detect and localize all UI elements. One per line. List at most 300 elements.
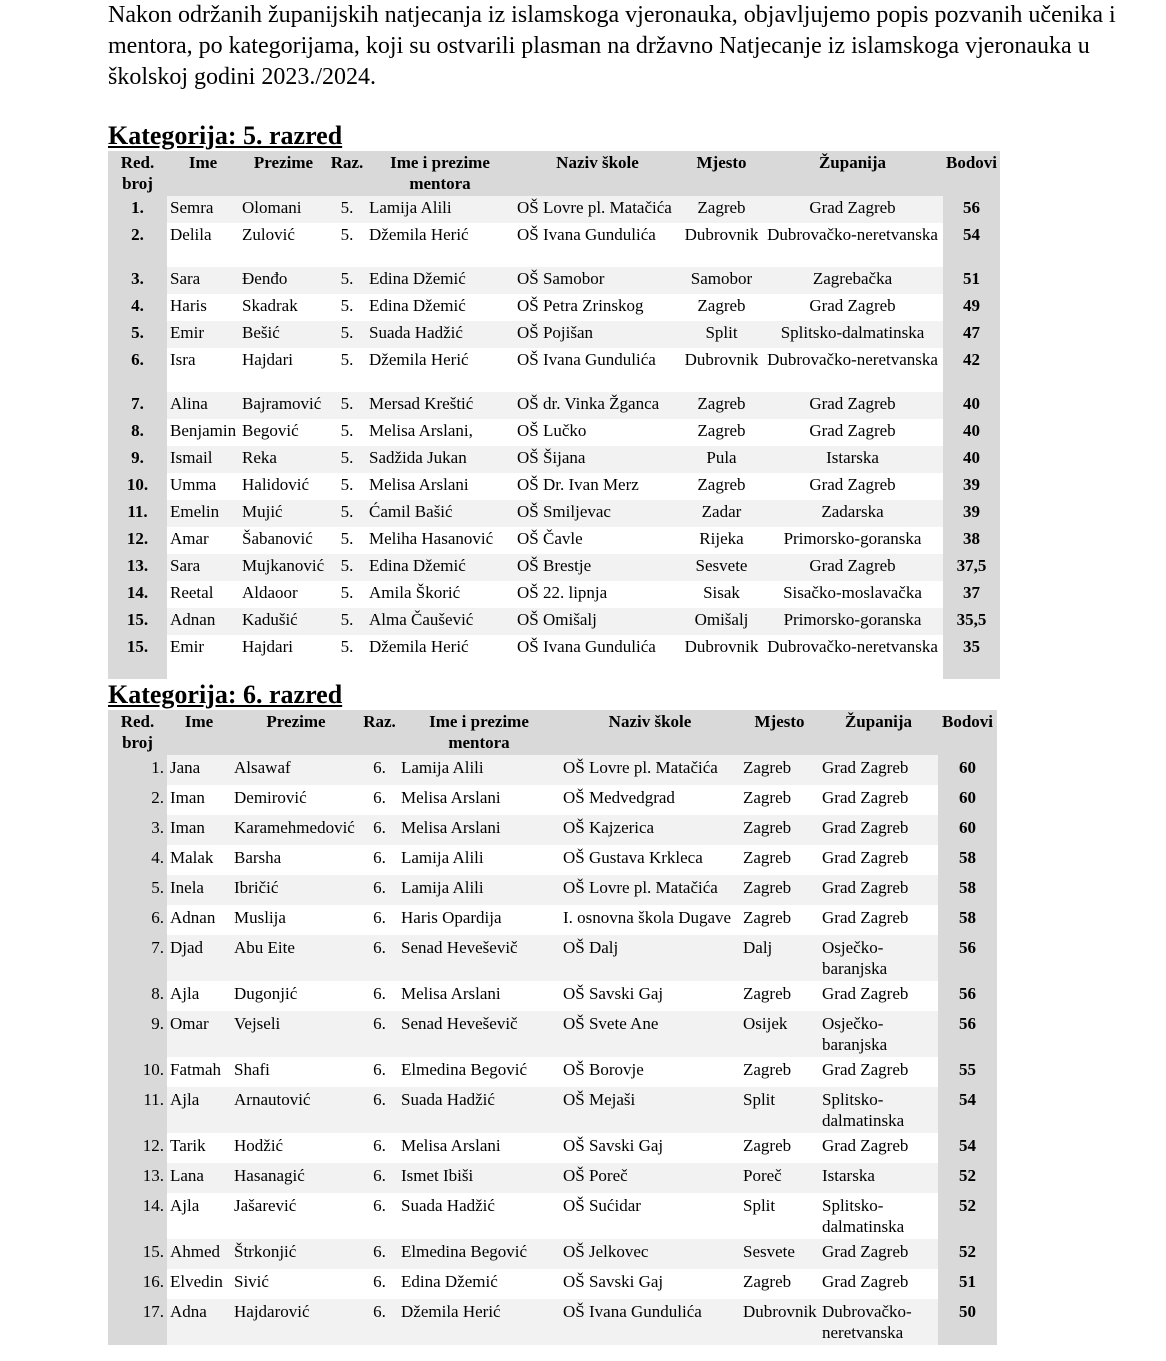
cell-grade: 5. (328, 554, 366, 581)
cell-city: Zadar (681, 500, 762, 527)
cell-county: Grad Zagreb (822, 1060, 909, 1079)
cell-mentor: Edina Džemić (366, 267, 514, 294)
cell-first-name: Benjamin (170, 421, 237, 440)
cell-city: Split (740, 1087, 819, 1133)
cell-last-name: Hajdari (242, 350, 293, 369)
cell-last-name: Hodžić (234, 1136, 284, 1155)
cell-rank: 13. (108, 554, 167, 581)
cell-school: OŠ Poreč (560, 1163, 740, 1193)
cell-rank: 10. (108, 1057, 167, 1087)
cell-county: Zagrebačka (762, 267, 943, 294)
cell-last-name: Dugonjić (234, 984, 298, 1003)
cell-school: OŠ Medvedgrad (563, 788, 675, 807)
col-header-points: Bodovi (938, 710, 997, 755)
category-6-rows (108, 755, 997, 1345)
cell-grade: 5. (340, 637, 354, 656)
cell-first-name: Emir (170, 637, 204, 656)
intro-paragraph: Nakon održanih županijskih natjecanja iz islamskoga vjeronauka, objavljujemo popis pozvanih učenika i mentora, po kategorijama, koji su ostvarili plasman na državno Natjecanje iz islamskoga vjeronauka u školskoj godini 2023./2024. (108, 2, 1116, 90)
cell-mentor: Haris Opardija (401, 908, 502, 927)
cell-school: OŠ Savski Gaj (563, 1136, 664, 1155)
cell-county: Grad Zagreb (822, 848, 909, 867)
cell-last-name: Shafi (234, 1060, 270, 1079)
cell-county: Dubrovačko-neretvanska (767, 637, 938, 656)
cell-mentor: Alma Čaušević (366, 608, 514, 635)
cell-last-name: Jašarević (234, 1196, 297, 1215)
cell-county: Istarska (762, 446, 943, 473)
cell-points: 38 (943, 527, 1000, 554)
cell-school: OŠ Dr. Ivan Merz (517, 475, 639, 494)
cell-mentor: Edina Džemić (401, 1272, 498, 1291)
cell-school: OŠ Sućidar (563, 1196, 641, 1215)
cell-rank: 2. (108, 785, 167, 815)
cell-school: OŠ Ivana Gundulića (517, 350, 656, 369)
cell-school: OŠ Čavle (517, 529, 583, 548)
cell-rank: 3. (108, 815, 167, 845)
table-row (108, 785, 997, 815)
cell-first-name: Umma (170, 475, 217, 494)
cell-grade: 6. (373, 1060, 386, 1079)
col-header-city: Mjesto (681, 151, 762, 196)
table-row (108, 875, 997, 905)
cell-rank: 16. (108, 1269, 167, 1299)
cell-last-name: Đenđo (239, 267, 328, 294)
cell-points: 56 (938, 1011, 997, 1057)
category-5-table (108, 151, 1000, 679)
cell-county: Grad Zagreb (822, 1272, 909, 1291)
cell-points: 51 (938, 1269, 997, 1299)
cell-county: Splitsko-dalmatinska (822, 1196, 905, 1236)
cell-points: 54 (943, 223, 1000, 267)
cell-city: Rijeka (699, 529, 744, 548)
cell-school: OŠ Savski Gaj (563, 984, 664, 1003)
table-row (108, 500, 1000, 527)
table-row (108, 294, 1000, 321)
cell-city: Zagreb (740, 815, 819, 845)
cell-first-name: Alina (167, 392, 239, 419)
cell-first-name: Haris (170, 296, 207, 315)
cell-last-name: Abu Eite (231, 935, 361, 981)
table-row (108, 446, 1000, 473)
table-row (108, 581, 1000, 608)
cell-city: Split (681, 321, 762, 348)
cell-county: Grad Zagreb (822, 1136, 909, 1155)
cell-rank: 6. (108, 348, 167, 392)
table-row (108, 635, 1000, 679)
cell-school: OŠ Omišalj (514, 608, 681, 635)
cell-grade: 5. (328, 392, 366, 419)
cell-school: OŠ Borovje (563, 1060, 644, 1079)
cell-city: Zagreb (697, 296, 746, 315)
cell-grade: 6. (361, 755, 398, 785)
cell-grade: 5. (340, 475, 354, 494)
cell-county: Splitsko-dalmatinska (762, 321, 943, 348)
cell-county: Dubrovačko-neretvanska (767, 350, 938, 369)
table-row (108, 905, 997, 935)
cell-last-name: Aldaoor (242, 583, 298, 602)
cell-mentor: Melisa Arslani (369, 475, 469, 494)
cell-grade: 6. (373, 1136, 386, 1155)
table-row (108, 1269, 997, 1299)
cell-points: 35 (943, 635, 1000, 679)
cell-grade: 6. (361, 1011, 398, 1057)
cell-points: 51 (943, 267, 1000, 294)
cell-mentor: Mersad Kreštić (366, 392, 514, 419)
cell-mentor: Melisa Arslani (398, 815, 560, 845)
table-row (108, 755, 997, 785)
cell-mentor: Sadžida Jukan (366, 446, 514, 473)
col-header-county: Županija (819, 710, 938, 755)
table-row (108, 1193, 997, 1239)
cell-first-name: Lana (167, 1163, 231, 1193)
cell-school: OŠ Ivana Gundulića (517, 225, 656, 244)
category-5-rows (108, 196, 1000, 679)
cell-grade: 5. (328, 267, 366, 294)
cell-grade: 6. (361, 815, 398, 845)
cell-points: 60 (938, 815, 997, 845)
cell-first-name: Sara (167, 267, 239, 294)
table-row (108, 1087, 997, 1133)
cell-city: Zagreb (681, 392, 762, 419)
cell-school: OŠ Mejaši (560, 1087, 740, 1133)
cell-points: 55 (938, 1057, 997, 1087)
col-header-mentor: Ime i prezime mentora (398, 710, 560, 755)
cell-grade: 6. (361, 1163, 398, 1193)
cell-school: OŠ Lovre pl. Matačića (560, 875, 740, 905)
cell-school: OŠ Pojišan (514, 321, 681, 348)
table-row (108, 1163, 997, 1193)
cell-county: Grad Zagreb (819, 815, 938, 845)
col-header-grade: Raz. (328, 151, 366, 196)
cell-rank: 11. (108, 500, 167, 527)
cell-first-name: Ajla (167, 1087, 231, 1133)
cell-city: Zagreb (681, 196, 762, 223)
cell-last-name: Ibričić (231, 875, 361, 905)
cell-first-name: Jana (167, 755, 231, 785)
cell-first-name: Semra (167, 196, 239, 223)
table-row (108, 473, 1000, 500)
cell-grade: 6. (361, 1239, 398, 1269)
cell-grade: 5. (340, 350, 354, 369)
cell-points: 37,5 (943, 554, 1000, 581)
table-row (108, 815, 997, 845)
table-row (108, 1299, 997, 1345)
cell-last-name: Bešić (239, 321, 328, 348)
cell-school: OŠ Jelkovec (560, 1239, 740, 1269)
cell-county: Grad Zagreb (809, 296, 896, 315)
cell-first-name: Amar (170, 529, 209, 548)
cell-mentor: Elmedina Begović (401, 1060, 528, 1079)
cell-rank: 5. (108, 875, 167, 905)
col-header-last-name: Prezime (239, 151, 328, 196)
cell-city: Zagreb (743, 1136, 792, 1155)
cell-grade: 6. (361, 875, 398, 905)
cell-county: Osječko-baranjska (819, 1011, 938, 1057)
cell-county: Istarska (819, 1163, 938, 1193)
cell-rank: 2. (108, 223, 167, 267)
table-row (108, 981, 997, 1011)
cell-mentor: Lamija Alili (398, 755, 560, 785)
col-header-county: Županija (762, 151, 943, 196)
cell-county: Grad Zagreb (762, 554, 943, 581)
cell-points: 60 (938, 785, 997, 815)
category-6-table (108, 710, 997, 1345)
cell-county: Zadarska (762, 500, 943, 527)
table-row (108, 348, 1000, 392)
cell-rank: 14. (108, 581, 167, 608)
cell-first-name: Ajla (170, 1196, 200, 1215)
cell-mentor: Meliha Hasanović (369, 529, 494, 548)
cell-city: Zagreb (697, 475, 746, 494)
table-row (108, 419, 1000, 446)
cell-first-name: Ahmed (167, 1239, 231, 1269)
cell-city: Zagreb (697, 421, 746, 440)
cell-first-name: Elvedin (170, 1272, 223, 1291)
cell-county: Osječko-baranjska (819, 935, 938, 981)
col-header-city: Mjesto (740, 710, 819, 755)
cell-county: Grad Zagreb (819, 1239, 938, 1269)
col-header-points: Bodovi (943, 151, 1000, 196)
cell-last-name: Štrkonjić (231, 1239, 361, 1269)
cell-school: OŠ Dalj (560, 935, 740, 981)
cell-mentor: Suada Hadžić (366, 321, 514, 348)
cell-last-name: Muslija (234, 908, 286, 927)
cell-first-name: Delila (170, 225, 212, 244)
cell-school: OŠ Smiljevac (514, 500, 681, 527)
cell-points: 58 (938, 845, 997, 875)
cell-last-name: Reka (239, 446, 328, 473)
cell-last-name: Vejseli (231, 1011, 361, 1057)
cell-rank: 1. (108, 755, 167, 785)
table-row (108, 1057, 997, 1087)
cell-city: Zagreb (743, 984, 792, 1003)
cell-last-name: Demirović (234, 788, 307, 807)
cell-city: Osijek (740, 1011, 819, 1057)
cell-last-name: Halidović (242, 475, 310, 494)
cell-first-name: Ismail (167, 446, 239, 473)
cell-city: Zagreb (743, 848, 792, 867)
cell-last-name: Mujkanović (239, 554, 328, 581)
cell-school: OŠ dr. Vinka Žganca (514, 392, 681, 419)
cell-points: 60 (938, 755, 997, 785)
cell-points: 58 (938, 875, 997, 905)
cell-school: OŠ Šijana (514, 446, 681, 473)
cell-county: Grad Zagreb (822, 788, 909, 807)
cell-mentor: Ismet Ibiši (398, 1163, 560, 1193)
table-row (108, 554, 1000, 581)
cell-county: Sisačko-moslavačka (783, 583, 922, 602)
cell-first-name: Adnan (170, 908, 216, 927)
cell-grade: 5. (340, 529, 354, 548)
cell-city: Pula (681, 446, 762, 473)
cell-rank: 13. (108, 1163, 167, 1193)
cell-county: Grad Zagreb (762, 392, 943, 419)
cell-city: Zagreb (743, 1060, 792, 1079)
cell-points: 58 (938, 905, 997, 935)
cell-school: OŠ Lovre pl. Matačića (514, 196, 681, 223)
col-header-grade: Raz. (361, 710, 398, 755)
cell-mentor: Lamija Alili (401, 848, 484, 867)
cell-county: Grad Zagreb (822, 984, 909, 1003)
cell-last-name: Karamehmedović (231, 815, 361, 845)
category-5-heading: Kategorija: 5. razred (108, 121, 343, 150)
cell-county: Dubrovačko-neretvanska (819, 1299, 938, 1345)
cell-last-name: Barsha (234, 848, 282, 867)
table-row (108, 321, 1000, 348)
col-header-last-name: Prezime (231, 710, 361, 755)
cell-mentor: Melisa Arslani (401, 788, 501, 807)
cell-rank: 6. (108, 905, 167, 935)
cell-points: 49 (943, 294, 1000, 321)
cell-rank: 7. (108, 935, 167, 981)
cell-points: 54 (938, 1087, 997, 1133)
cell-first-name: Fatmah (170, 1060, 221, 1079)
cell-first-name: Ajla (170, 984, 200, 1003)
cell-mentor: Ćamil Bašić (366, 500, 514, 527)
cell-rank: 12. (108, 1133, 167, 1163)
cell-grade: 5. (328, 500, 366, 527)
cell-city: Samobor (681, 267, 762, 294)
cell-mentor: Melisa Arslani, (369, 421, 473, 440)
table-header-row (108, 151, 1000, 196)
cell-rank: 8. (108, 419, 167, 446)
cell-points: 56 (938, 935, 997, 981)
cell-rank: 10. (108, 473, 167, 500)
cell-county: Splitsko-dalmatinska (819, 1087, 938, 1133)
cell-school: OŠ Lovre pl. Matačića (560, 755, 740, 785)
cell-city: Omišalj (681, 608, 762, 635)
table-row (108, 392, 1000, 419)
cell-rank: 7. (108, 392, 167, 419)
cell-last-name: Skadrak (242, 296, 298, 315)
cell-points: 50 (938, 1299, 997, 1345)
cell-mentor: Senad Heveševič (398, 1011, 560, 1057)
cell-points: 37 (943, 581, 1000, 608)
cell-rank: 4. (108, 845, 167, 875)
cell-points: 54 (938, 1133, 997, 1163)
col-header-rank: Red. broj (108, 710, 167, 755)
cell-city: Zagreb (740, 875, 819, 905)
cell-mentor: Amila Škorić (369, 583, 461, 602)
cell-rank: 17. (108, 1299, 167, 1345)
cell-city: Sesvete (681, 554, 762, 581)
cell-points: 56 (943, 196, 1000, 223)
cell-last-name: Alsawaf (231, 755, 361, 785)
cell-points: 39 (943, 473, 1000, 500)
table-row (108, 1011, 997, 1057)
cell-county: Grad Zagreb (809, 475, 896, 494)
cell-rank: 14. (108, 1193, 167, 1239)
cell-points: 40 (943, 392, 1000, 419)
cell-school: OŠ Gustava Krkleca (563, 848, 703, 867)
cell-mentor: Senad Heveševič (398, 935, 560, 981)
cell-first-name: Sara (167, 554, 239, 581)
table-row (108, 608, 1000, 635)
cell-school: OŠ Brestje (514, 554, 681, 581)
cell-points: 39 (943, 500, 1000, 527)
cell-city: Split (743, 1196, 776, 1215)
cell-rank: 5. (108, 321, 167, 348)
cell-school: OŠ Svete Ane (560, 1011, 740, 1057)
cell-first-name: Malak (170, 848, 214, 867)
cell-rank: 11. (108, 1087, 167, 1133)
cell-school: OŠ Lučko (517, 421, 587, 440)
table-row (108, 1239, 997, 1269)
cell-grade: 6. (373, 908, 386, 927)
cell-county: Grad Zagreb (819, 755, 938, 785)
cell-last-name: Sivić (234, 1272, 269, 1291)
table-row (108, 527, 1000, 554)
cell-first-name: Iman (167, 815, 231, 845)
cell-grade: 6. (373, 848, 386, 867)
cell-first-name: Reetal (170, 583, 214, 602)
cell-last-name: Hasanagić (231, 1163, 361, 1193)
cell-mentor: Džemila Herić (369, 350, 469, 369)
col-header-school: Naziv škole (514, 151, 681, 196)
cell-city: Zagreb (740, 755, 819, 785)
cell-points: 52 (938, 1193, 997, 1239)
cell-mentor: Edina Džemić (369, 296, 466, 315)
cell-city: Zagreb (743, 908, 792, 927)
cell-county: Dubrovačko-neretvanska (767, 225, 938, 244)
cell-city: Zagreb (743, 788, 792, 807)
cell-last-name: Olomani (239, 196, 328, 223)
cell-mentor: Džemila Herić (398, 1299, 560, 1345)
cell-mentor: Lamija Alili (366, 196, 514, 223)
table-row (108, 845, 997, 875)
col-header-first-name: Ime (167, 710, 231, 755)
cell-points: 40 (943, 419, 1000, 446)
cell-last-name: Arnautović (231, 1087, 361, 1133)
cell-county: Primorsko-goranska (762, 608, 943, 635)
cell-rank: 8. (108, 981, 167, 1011)
cell-city: Dubrovnik (684, 225, 759, 244)
category-6-heading: Kategorija: 6. razred (108, 680, 343, 709)
cell-points: 35,5 (943, 608, 1000, 635)
cell-first-name: Djad (167, 935, 231, 981)
cell-grade: 6. (373, 984, 386, 1003)
cell-first-name: Emir (167, 321, 239, 348)
cell-last-name: Hajdari (242, 637, 293, 656)
cell-city: Dubrovnik (684, 350, 759, 369)
cell-grade: 6. (373, 788, 386, 807)
cell-mentor: Suada Hadžić (401, 1196, 495, 1215)
cell-school: OŠ Kajzerica (560, 815, 740, 845)
cell-county: Grad Zagreb (809, 421, 896, 440)
cell-grade: 5. (340, 225, 354, 244)
cell-grade: 6. (373, 1272, 386, 1291)
cell-last-name: Šabanović (242, 529, 313, 548)
cell-grade: 5. (340, 296, 354, 315)
cell-rank: 3. (108, 267, 167, 294)
col-header-rank: Red. broj (108, 151, 167, 196)
cell-mentor: Edina Džemić (366, 554, 514, 581)
cell-rank: 15. (108, 1239, 167, 1269)
table-row (108, 223, 1000, 267)
cell-points: 42 (943, 348, 1000, 392)
table-row (108, 1133, 997, 1163)
table-row (108, 196, 1000, 223)
cell-last-name: Begović (242, 421, 299, 440)
cell-school: OŠ Savski Gaj (563, 1272, 664, 1291)
cell-first-name: Adna (167, 1299, 231, 1345)
cell-county: Primorsko-goranska (783, 529, 922, 548)
cell-first-name: Iman (170, 788, 205, 807)
cell-rank: 12. (108, 527, 167, 554)
cell-mentor: Elmedina Begović (398, 1239, 560, 1269)
cell-mentor: Melisa Arslani (401, 1136, 501, 1155)
cell-city: Dubrovnik (684, 637, 759, 656)
cell-first-name: Inela (167, 875, 231, 905)
